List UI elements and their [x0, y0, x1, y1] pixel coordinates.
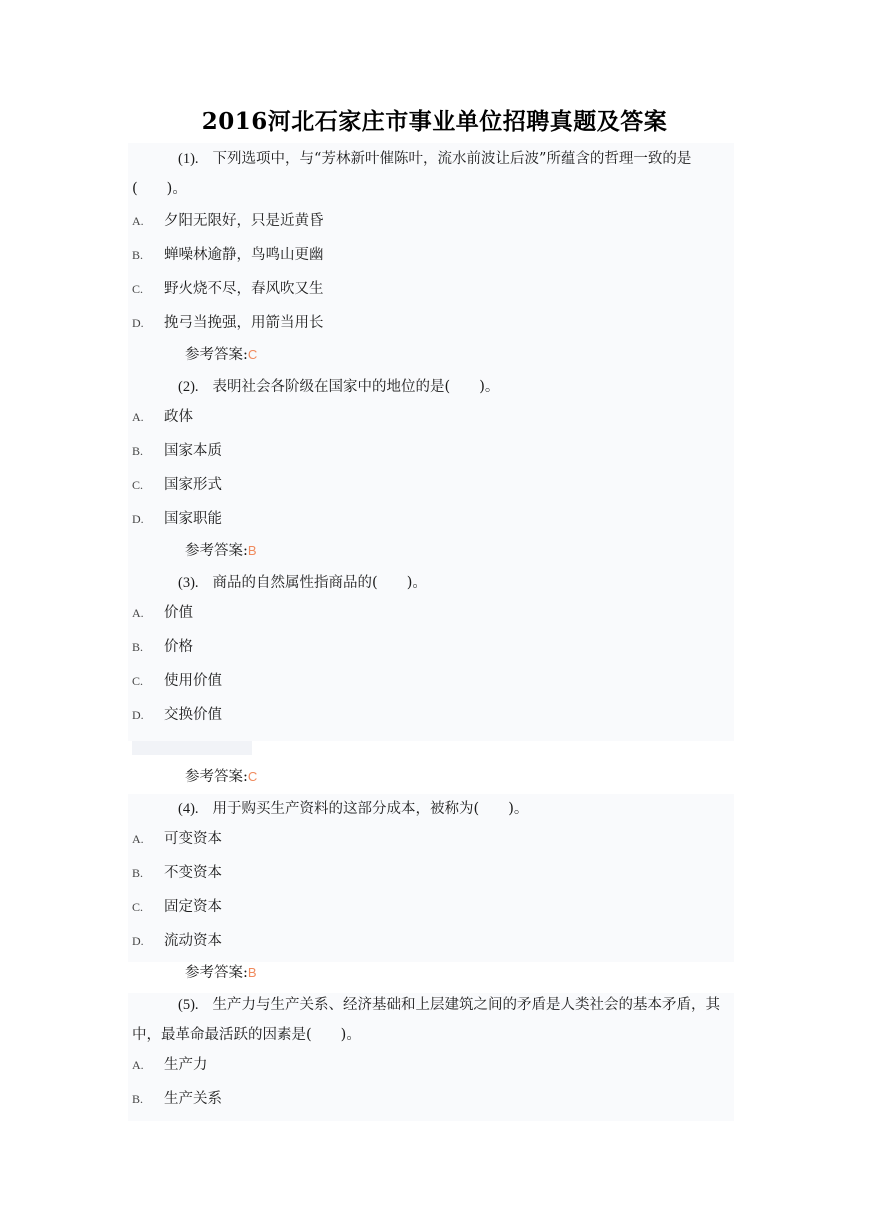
option-text: 政体 [164, 409, 193, 425]
option-text: 流动资本 [164, 933, 222, 949]
option-4d [132, 931, 732, 951]
option-text: 使用价值 [164, 673, 222, 689]
answer-value: C [247, 769, 258, 784]
option-letter: A. [132, 410, 144, 424]
option-3c [132, 671, 732, 691]
question-stem: 用于购买生产资料的这部分成本，被称为( )。 [212, 801, 529, 817]
option-text: 夕阳无限好，只是近黄昏 [164, 213, 324, 229]
option-letter: D. [132, 512, 144, 526]
answer-label: 参考答案: [185, 347, 248, 363]
answer-2 [185, 541, 257, 561]
question-2 [132, 372, 732, 402]
question-stem: 下列选项中，与“芳林新叶催陈叶，流水前波让后波”所蕴含的哲理一致的是( )。 [132, 151, 692, 197]
option-letter: B. [132, 1092, 144, 1106]
answer-value: C [247, 347, 258, 362]
answer-label: 参考答案: [185, 769, 248, 785]
question-3 [132, 568, 732, 598]
document-title: 2016河北石家庄市事业单位招聘真题及答案 [201, 108, 668, 135]
option-letter: B. [132, 866, 144, 880]
option-4a [132, 829, 732, 849]
option-letter: C. [132, 900, 144, 914]
faint-watermark-strip [132, 741, 252, 755]
option-2b [132, 441, 732, 461]
option-text: 生产力 [164, 1057, 208, 1073]
option-text: 不变资本 [164, 865, 222, 881]
option-text: 国家本质 [164, 443, 222, 459]
option-text: 国家职能 [164, 511, 222, 527]
option-3a [132, 603, 732, 623]
option-5b [132, 1089, 732, 1109]
option-5a [132, 1055, 732, 1075]
option-letter: A. [132, 832, 144, 846]
option-letter: C. [132, 674, 144, 688]
option-letter: A. [132, 1058, 144, 1072]
answer-label: 参考答案: [185, 965, 248, 981]
option-4c [132, 897, 732, 917]
option-letter: B. [132, 640, 144, 654]
option-2c [132, 475, 732, 495]
option-text: 价值 [164, 605, 193, 621]
question-5 [132, 990, 732, 1050]
option-1c [132, 279, 732, 299]
option-text: 价格 [164, 639, 193, 655]
option-letter: D. [132, 708, 144, 722]
option-1a [132, 211, 732, 231]
question-number: (5). [178, 997, 199, 1013]
option-3b [132, 637, 732, 657]
option-letter: A. [132, 606, 144, 620]
answer-value: B [247, 965, 257, 980]
option-2a [132, 407, 732, 427]
option-4b [132, 863, 732, 883]
question-1 [132, 144, 732, 204]
option-text: 固定资本 [164, 899, 222, 915]
option-text: 国家形式 [164, 477, 222, 493]
option-1b [132, 245, 732, 265]
question-number: (1). [178, 151, 199, 167]
option-3d [132, 705, 732, 725]
question-number: (2). [178, 379, 199, 395]
question-stem: 商品的自然属性指商品的( )。 [212, 575, 427, 591]
option-letter: B. [132, 248, 144, 262]
option-text: 蝉噪林逾静，鸟鸣山更幽 [164, 247, 324, 263]
option-letter: C. [132, 282, 144, 296]
option-text: 野火烧不尽，春风吹又生 [164, 281, 324, 297]
question-4 [132, 794, 732, 824]
option-letter: D. [132, 316, 144, 330]
question-number: (4). [178, 801, 199, 817]
question-number: (3). [178, 575, 199, 591]
answer-4 [185, 963, 257, 983]
option-1d [132, 313, 732, 333]
option-letter: B. [132, 444, 144, 458]
question-stem: 生产力与生产关系、经济基础和上层建筑之间的矛盾是人类社会的基本矛盾，其中，最革命最活跃的因素是( )。 [132, 997, 721, 1043]
option-text: 挽弓当挽强，用箭当用长 [164, 315, 324, 331]
answer-3 [185, 767, 257, 787]
answer-1 [185, 345, 257, 365]
option-letter: D. [132, 934, 144, 948]
answer-label: 参考答案: [185, 543, 248, 559]
option-text: 生产关系 [164, 1091, 222, 1107]
option-letter: C. [132, 478, 144, 492]
question-stem: 表明社会各阶级在国家中的地位的是( )。 [212, 379, 500, 395]
option-text: 交换价值 [164, 707, 222, 723]
option-letter: A. [132, 214, 144, 228]
option-text: 可变资本 [164, 831, 222, 847]
option-2d [132, 509, 732, 529]
answer-value: B [247, 543, 257, 558]
